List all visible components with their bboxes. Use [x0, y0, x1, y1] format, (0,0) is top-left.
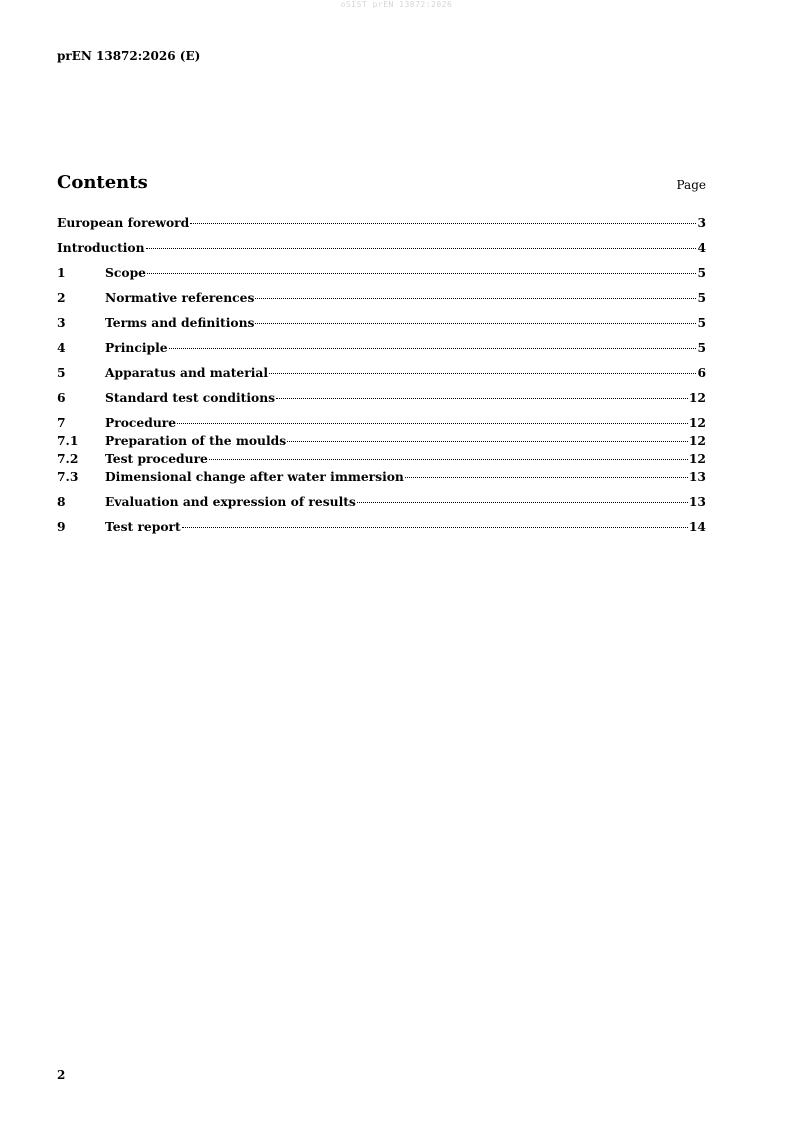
page-column-label: Page: [676, 178, 706, 192]
toc-entry-number: 1: [57, 265, 66, 280]
dot-leader: [190, 223, 696, 224]
toc-entry-test-procedure[interactable]: [57, 450, 706, 468]
dot-leader: [182, 527, 688, 528]
table-of-contents: [57, 214, 706, 536]
dot-leader: [405, 477, 688, 478]
toc-entry-title: Introduction: [57, 240, 145, 255]
dot-leader: [146, 248, 697, 249]
toc-entry-number: 9: [57, 519, 66, 534]
toc-entry-introduction[interactable]: [57, 239, 706, 257]
contents-heading: Contents: [57, 172, 148, 193]
toc-entry-page: 12: [688, 451, 706, 466]
toc-entry-page: 5: [697, 290, 706, 305]
toc-entry-page: 12: [688, 390, 706, 405]
toc-entry-title: Normative references: [105, 290, 255, 305]
toc-entry-number: 7.1: [57, 433, 79, 448]
toc-entry-title: Preparation of the moulds: [105, 433, 287, 448]
toc-entry-evaluation-and-expression[interactable]: [57, 493, 706, 511]
toc-entry-number: 6: [57, 390, 66, 405]
document-id: prEN 13872:2026 (E): [57, 49, 201, 63]
toc-entry-title: Test report: [105, 519, 181, 534]
toc-entry-preparation-of-the-moulds[interactable]: [57, 432, 706, 450]
toc-entry-dimensional-change[interactable]: [57, 468, 706, 486]
dot-leader: [147, 273, 696, 274]
dot-leader: [269, 373, 696, 374]
toc-entry-page: 13: [688, 469, 706, 484]
toc-entry-page: 3: [697, 215, 706, 230]
toc-entry-number: 4: [57, 340, 66, 355]
toc-entry-number: 5: [57, 365, 66, 380]
dot-leader: [255, 323, 696, 324]
dot-leader: [177, 423, 688, 424]
toc-entry-page: 14: [688, 519, 706, 534]
toc-entry-page: 12: [688, 415, 706, 430]
toc-entry-title: Terms and definitions: [105, 315, 255, 330]
toc-entry-number: 8: [57, 494, 66, 509]
toc-entry-title: Procedure: [105, 415, 177, 430]
toc-entry-apparatus-and-material[interactable]: [57, 364, 706, 382]
toc-entry-title: Evaluation and expression of results: [105, 494, 356, 509]
toc-entry-page: 12: [688, 433, 706, 448]
dot-leader: [357, 502, 688, 503]
toc-entry-normative-references[interactable]: [57, 289, 706, 307]
dot-leader: [209, 459, 688, 460]
toc-entry-title: Test procedure: [105, 451, 208, 466]
dot-leader: [255, 298, 696, 299]
watermark: oSIST prEN 13872:2026: [340, 0, 453, 9]
dot-leader: [276, 398, 688, 399]
toc-entry-page: 5: [697, 315, 706, 330]
toc-entry-european-foreword[interactable]: [57, 214, 706, 232]
toc-entry-terms-and-definitions[interactable]: [57, 314, 706, 332]
toc-entry-title: Scope: [105, 265, 146, 280]
toc-entry-title: Dimensional change after water immersion: [105, 469, 404, 484]
toc-entry-title: European foreword: [57, 215, 190, 230]
toc-entry-title: Principle: [105, 340, 168, 355]
toc-entry-title: Apparatus and material: [105, 365, 269, 380]
toc-entry-number: 3: [57, 315, 66, 330]
toc-entry-number: 7.3: [57, 469, 79, 484]
toc-entry-number: 7.2: [57, 451, 79, 466]
toc-entry-number: 7: [57, 415, 66, 430]
toc-entry-standard-test-conditions[interactable]: [57, 389, 706, 407]
dot-leader: [287, 441, 688, 442]
toc-entry-principle[interactable]: [57, 339, 706, 357]
page-number: 2: [57, 1068, 66, 1082]
toc-entry-page: 5: [697, 340, 706, 355]
toc-entry-scope[interactable]: [57, 264, 706, 282]
toc-entry-procedure[interactable]: [57, 414, 706, 432]
dot-leader: [169, 348, 697, 349]
toc-entry-number: 2: [57, 290, 66, 305]
toc-entry-page: 4: [697, 240, 706, 255]
toc-entry-page: 6: [697, 365, 706, 380]
toc-entry-test-report[interactable]: [57, 518, 706, 536]
toc-entry-title: Standard test conditions: [105, 390, 276, 405]
toc-entry-page: 13: [688, 494, 706, 509]
toc-entry-page: 5: [697, 265, 706, 280]
